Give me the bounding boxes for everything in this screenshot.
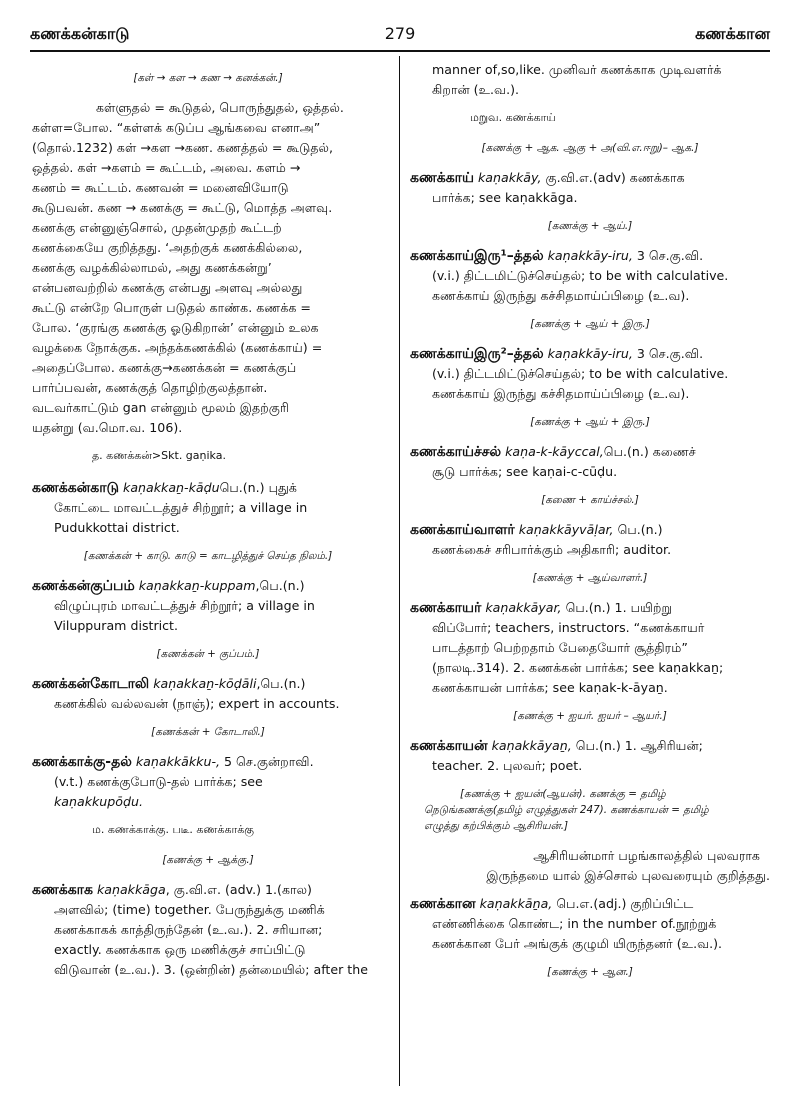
definition-line: பெ.எ.(adj.) குறிப்பிட்ட [556, 896, 694, 911]
dictionary-entry [410, 894, 770, 954]
definition-line: கணக்கைச் சரிபார்க்கும் அதிகாரி; auditor. [432, 542, 672, 557]
headword: கணக்காக [32, 882, 93, 898]
definition-line: exactly. கணக்காக ஒரு மணிக்குச் சாப்பிட்டு [54, 942, 306, 957]
dictionary-entry [410, 344, 770, 404]
definition-line: விடுவான் (உ.வ.). 3. (ஒன்றின்) தன்மையில்; after the [54, 962, 368, 977]
headword: கணக்காயர் [410, 600, 482, 616]
definition-line: கு.வி.எ.(adv) கணக்காக [545, 170, 685, 185]
para-line: வடவர்காட்டும் gan என்னும் மூலம் இதற்குரி [32, 400, 289, 415]
header-rule [30, 50, 770, 52]
etymology-line: நெடுங்கணக்கு(தமிழ் எழுத்துகள் 247). கணக்காயன் = தமிழ் [424, 804, 709, 816]
etymology: [கணக்கு + ஆய்வாளர்.] [532, 572, 648, 584]
para-line: கணம் = கூட்டம். கணவன் = மனைவியோடு [32, 180, 289, 195]
definition-line: விப்போர்; teachers, instructors. “கணக்காயர் [432, 620, 705, 635]
definition-line: பெ.(n.) [260, 676, 306, 691]
transliteration: kaṇakkāyaṉ, [491, 738, 572, 753]
etymology-line: எழுத்து கற்பிக்கும் ஆசிரியன்.] [424, 820, 569, 832]
headword: கணக்காயன் [410, 738, 488, 754]
para-line: இருந்தமை யால் இச்சொல் புலவரையும் குறித்தது. [486, 868, 770, 883]
dictionary-entry: கணக்கன்குப்பம் kaṇakkaṉ-kuppam,பெ.(n.) விழுப்புரம் மாவட்டத்துச் சிற்றூர்; a village in Viluppuram district. [32, 576, 384, 636]
definition-line: கணக்கான பேர் அங்குக் குழுமி யிருந்தனர் (உ.வ.). [432, 936, 723, 951]
dictionary-entry [32, 478, 384, 538]
definition-line: பெ.(n.) புதுக் [219, 480, 297, 495]
definition-line: பாடத்தாற் பெற்றதாம் பேதையோர் சூத்திரம்” [432, 640, 688, 655]
para-line: பார்ப்பவன், கணக்குத் தொழிற்குலத்தான். [32, 380, 268, 395]
etymology: [கணக்கு + ஆய் + இரு.] [530, 416, 650, 428]
transliteration: kaṇakkākku-, [135, 754, 221, 769]
definition-line: கணக்காய் இருந்து கச்சிதமாய்ப்பிழை (உ.வ). [432, 288, 690, 303]
headword: கணக்கன்கோடாலி [32, 676, 150, 692]
page-number: 279 [384, 24, 416, 43]
para-line: கூடுபவன். கண → கணக்கு = கூட்டு, மொத்த அளவு. [32, 200, 333, 215]
para-line: யதன்று (வ.மொ.வ. 106). [32, 420, 183, 435]
para-line: ஆசிரியன்மார் பழங்காலத்தில் புலவராக [533, 848, 760, 863]
etymology: [கணக்கன் + குப்பம்.] [156, 648, 260, 660]
dictionary-entry [410, 736, 770, 776]
transliteration: kaṇakkāyar, [485, 600, 562, 615]
definition-line: Pudukkottai district. [54, 520, 180, 535]
para-line: (தொல்.1232) கள் →கள →கண. கணத்தல் = கூடுதல், [32, 140, 333, 155]
transliteration: kaṇakkāga [96, 882, 166, 897]
definition-line: கு.வி.எ. (adv.) 1.(கால) [173, 882, 312, 897]
definition-line: 3 செ.கு.வி. [636, 346, 704, 361]
dictionary-entry [410, 442, 770, 482]
headword: கணக்காய்ச்சல் [410, 444, 502, 460]
definition-line: manner of,so,like. முனிவர் கணக்காக முடிவளர்க் [432, 62, 722, 77]
etymology: [கணை + காய்ச்சல்.] [541, 494, 639, 506]
definition-line: பெ.(n.) [617, 522, 663, 537]
etymology: [கணக்கு + ஆக. ஆகு + அ(வி.எ.ஈறு)– ஆக.] [481, 142, 699, 154]
left-column [32, 60, 384, 982]
definition-line: (v.i.) திட்டமிட்டுச்செய்தல்; to be with calculative. [432, 268, 729, 283]
headword: கணக்காய்இரு¹–த்தல் [410, 248, 544, 264]
transliteration: kaṇakkāy-iru, [547, 346, 633, 361]
para-line: ஒத்தல். கள் →களம் = கூட்டம், அவை. களம் → [32, 160, 301, 175]
definition-line: சூடு பார்க்க; see kaṇai-c-cūḍu. [432, 464, 618, 479]
transliteration: kaṇakkaṉ-kōḍāli [153, 676, 257, 691]
transliteration: kaṇakkāyvāḷar, [518, 522, 614, 537]
etymology-line: [கணக்கு + ஐயன்(ஆயன்). கணக்கு = தமிழ் [460, 788, 666, 800]
column-divider [399, 56, 400, 1086]
definition-line: 5 செ.குன்றாவி. [224, 754, 314, 769]
definition-line: கிறான் (உ.வ.). [432, 82, 520, 97]
para-line: கணக்கு வழக்கில்லாமல், அது கணக்கன்று’ [32, 260, 272, 275]
etymology: [கணக்கு + ஆய் + இரு.] [530, 318, 650, 330]
etymology: [கணக்கன் + கோடாலி.] [151, 726, 265, 738]
transliteration: kaṇakkaṉ-kāḍu [123, 480, 220, 495]
para-line: கணக்கு என்னுஞ்சொல், முதன்முதற் கூட்டற் [32, 220, 282, 235]
headword: கணக்காக்கு-தல் [32, 754, 132, 770]
explanatory-paragraph [32, 98, 384, 438]
headword: கணக்கன்குப்பம் [32, 578, 135, 594]
definition-line: பார்க்க; see kaṇakkāga. [432, 190, 578, 205]
definition-line: பெ.(n.) கணைச் [603, 444, 696, 459]
headword: கணக்காய்வாளர் [410, 522, 515, 538]
transliteration: kaṇakkāy, [478, 170, 542, 185]
explanatory-paragraph [410, 846, 770, 886]
definition-line: விழுப்புரம் மாவட்டத்துச் சிற்றூர்; a village in [54, 598, 315, 613]
definition-line: கோட்டை மாவட்டத்துச் சிற்றூர்; a village in [54, 500, 308, 515]
definition-line: (v.t.) கணக்குபோடு-தல் பார்க்க; see [54, 774, 263, 789]
etymology: [கணக்கு + ஆய்.] [547, 220, 633, 232]
etymology: [கணக்கு + ஆன.] [547, 966, 633, 978]
definition-line: (v.i.) திட்டமிட்டுச்செய்தல்; to be with calculative. [432, 366, 729, 381]
headword: கணக்கன்காடு [32, 480, 120, 496]
para-line: கள்ள=போல. “கள்ளக் கடுப்ப ஆங்கவை எனாஅ” [32, 120, 321, 135]
dictionary-entry [410, 246, 770, 306]
synonym-note: மறுவ. கணக்காய் [470, 111, 556, 124]
etymology [410, 786, 770, 834]
definition-line: அளவில்; (time) together. பேருந்துக்கு மணிக் [54, 902, 325, 917]
para-line: கள்ளுதல் = கூடுதல், பொருந்துதல், ஒத்தல். [96, 100, 344, 115]
page-header [30, 24, 770, 50]
definition-line: கணக்காய் இருந்து கச்சிதமாய்ப்பிழை (உ.வ). [432, 386, 690, 401]
dictionary-entry [410, 520, 770, 560]
left-guide-word: கணக்கன்காடு [30, 24, 130, 43]
definition-line: kaṇakkupōḍu. [54, 794, 143, 809]
definition-line: பெ.(n.) [259, 578, 305, 593]
etymology: [கள் → கள → கண → கனக்கன்.] [133, 72, 283, 84]
definition-line: Viluppuram district. [54, 618, 178, 633]
definition-line: கணக்கில் வல்லவன் (நாஞ்); expert in accounts. [54, 696, 340, 711]
para-line: கணக்கையே குறித்தது. ‘அதற்குக் கணக்கில்லை, [32, 240, 303, 255]
entry-continuation [410, 60, 770, 100]
cognate-note: ம. கணக்காக்கு. படீ. கணக்காக்கு [92, 823, 254, 836]
headword: கணக்கான [410, 896, 476, 912]
definition-line: teacher. 2. புலவர்; poet. [432, 758, 583, 773]
transliteration: kaṇakkāṉa, [479, 896, 553, 911]
definition-line: 3 செ.கு.வி. [636, 248, 704, 263]
dictionary-entry: கணக்கன்கோடாலி kaṇakkaṉ-kōḍāli,பெ.(n.) கணக்கில் வல்லவன் (நாஞ்); expert in accounts. [32, 674, 384, 714]
transliteration: kaṇakkaṉ-kuppam [138, 578, 256, 593]
etymology: [கணக்கு + ஆக்கு.] [162, 854, 254, 866]
right-guide-word: கணக்கான [695, 24, 770, 43]
para-line: கூட்டு என்றே பொருள் படுதல் காண்க. கணக்க = [32, 300, 311, 315]
definition-line: கணக்காகக் காத்திருந்தேன் (உ.வ.). 2. சரியான; [54, 922, 323, 937]
right-column [410, 60, 770, 992]
headword: கணக்காய் [410, 170, 474, 186]
dictionary-entry: கணக்காக kaṇakkāga, கு.வி.எ. (adv.) 1.(கால) அளவில்; (time) together. பேருந்துக்கு மணிக் கணக்காகக் காத்திருந்தேன் (உ.வ.). 2. சரியான; exactly. கணக்காக ஒரு மணிக்குச் சாப்பிட்டு விடுவான் (உ.வ.). 3. (ஒன்றின்) தன்மையில்; after the [32, 880, 384, 980]
sanskrit-note: த. கணக்கன்>Skt. gaṇika. [92, 449, 226, 462]
dictionary-entry [410, 168, 770, 208]
definition-line: கணக்காயன் பார்க்க; see kaṇak-k-āyaṉ. [432, 680, 668, 695]
para-line: அதைப்போல. கணக்கு→கணக்கன் = கணக்குப் [32, 360, 297, 375]
dictionary-entry [410, 598, 770, 698]
para-line: போல. ‘குரங்கு கணக்கு ஓடுகிறான்’ என்னும் உலக [32, 320, 319, 335]
headword: கணக்காய்இரு²–த்தல் [410, 346, 544, 362]
etymology: [கணக்கன் + காடு. காடு = காடழித்துச் செய்த நிலம்.] [83, 550, 333, 562]
definition-line: பெ.(n.) 1. ஆசிரியன்; [575, 738, 703, 753]
definition-line: எண்ணிக்கை கொண்ட; in the number of.நூற்றுக் [432, 916, 717, 931]
para-line: என்பனவற்றில் கணக்கு என்பது அளவு அல்லது [32, 280, 303, 295]
etymology: [கணக்கு + ஐயர். ஐயர் – ஆயர்.] [513, 710, 667, 722]
para-line: வழக்கை நோக்குக. அந்தக்கணக்கில் (கணக்காய்) = [32, 340, 323, 355]
dictionary-entry [32, 752, 384, 812]
definition-line: (நாலடி.314). 2. கணக்கன் பார்க்க; see kaṇakkaṉ; [432, 660, 724, 675]
transliteration: kaṇakkāy-iru, [547, 248, 633, 263]
definition-line: பெ.(n.) 1. பயிற்று [565, 600, 672, 615]
transliteration: kaṇa-k-kāyccal, [505, 444, 604, 459]
